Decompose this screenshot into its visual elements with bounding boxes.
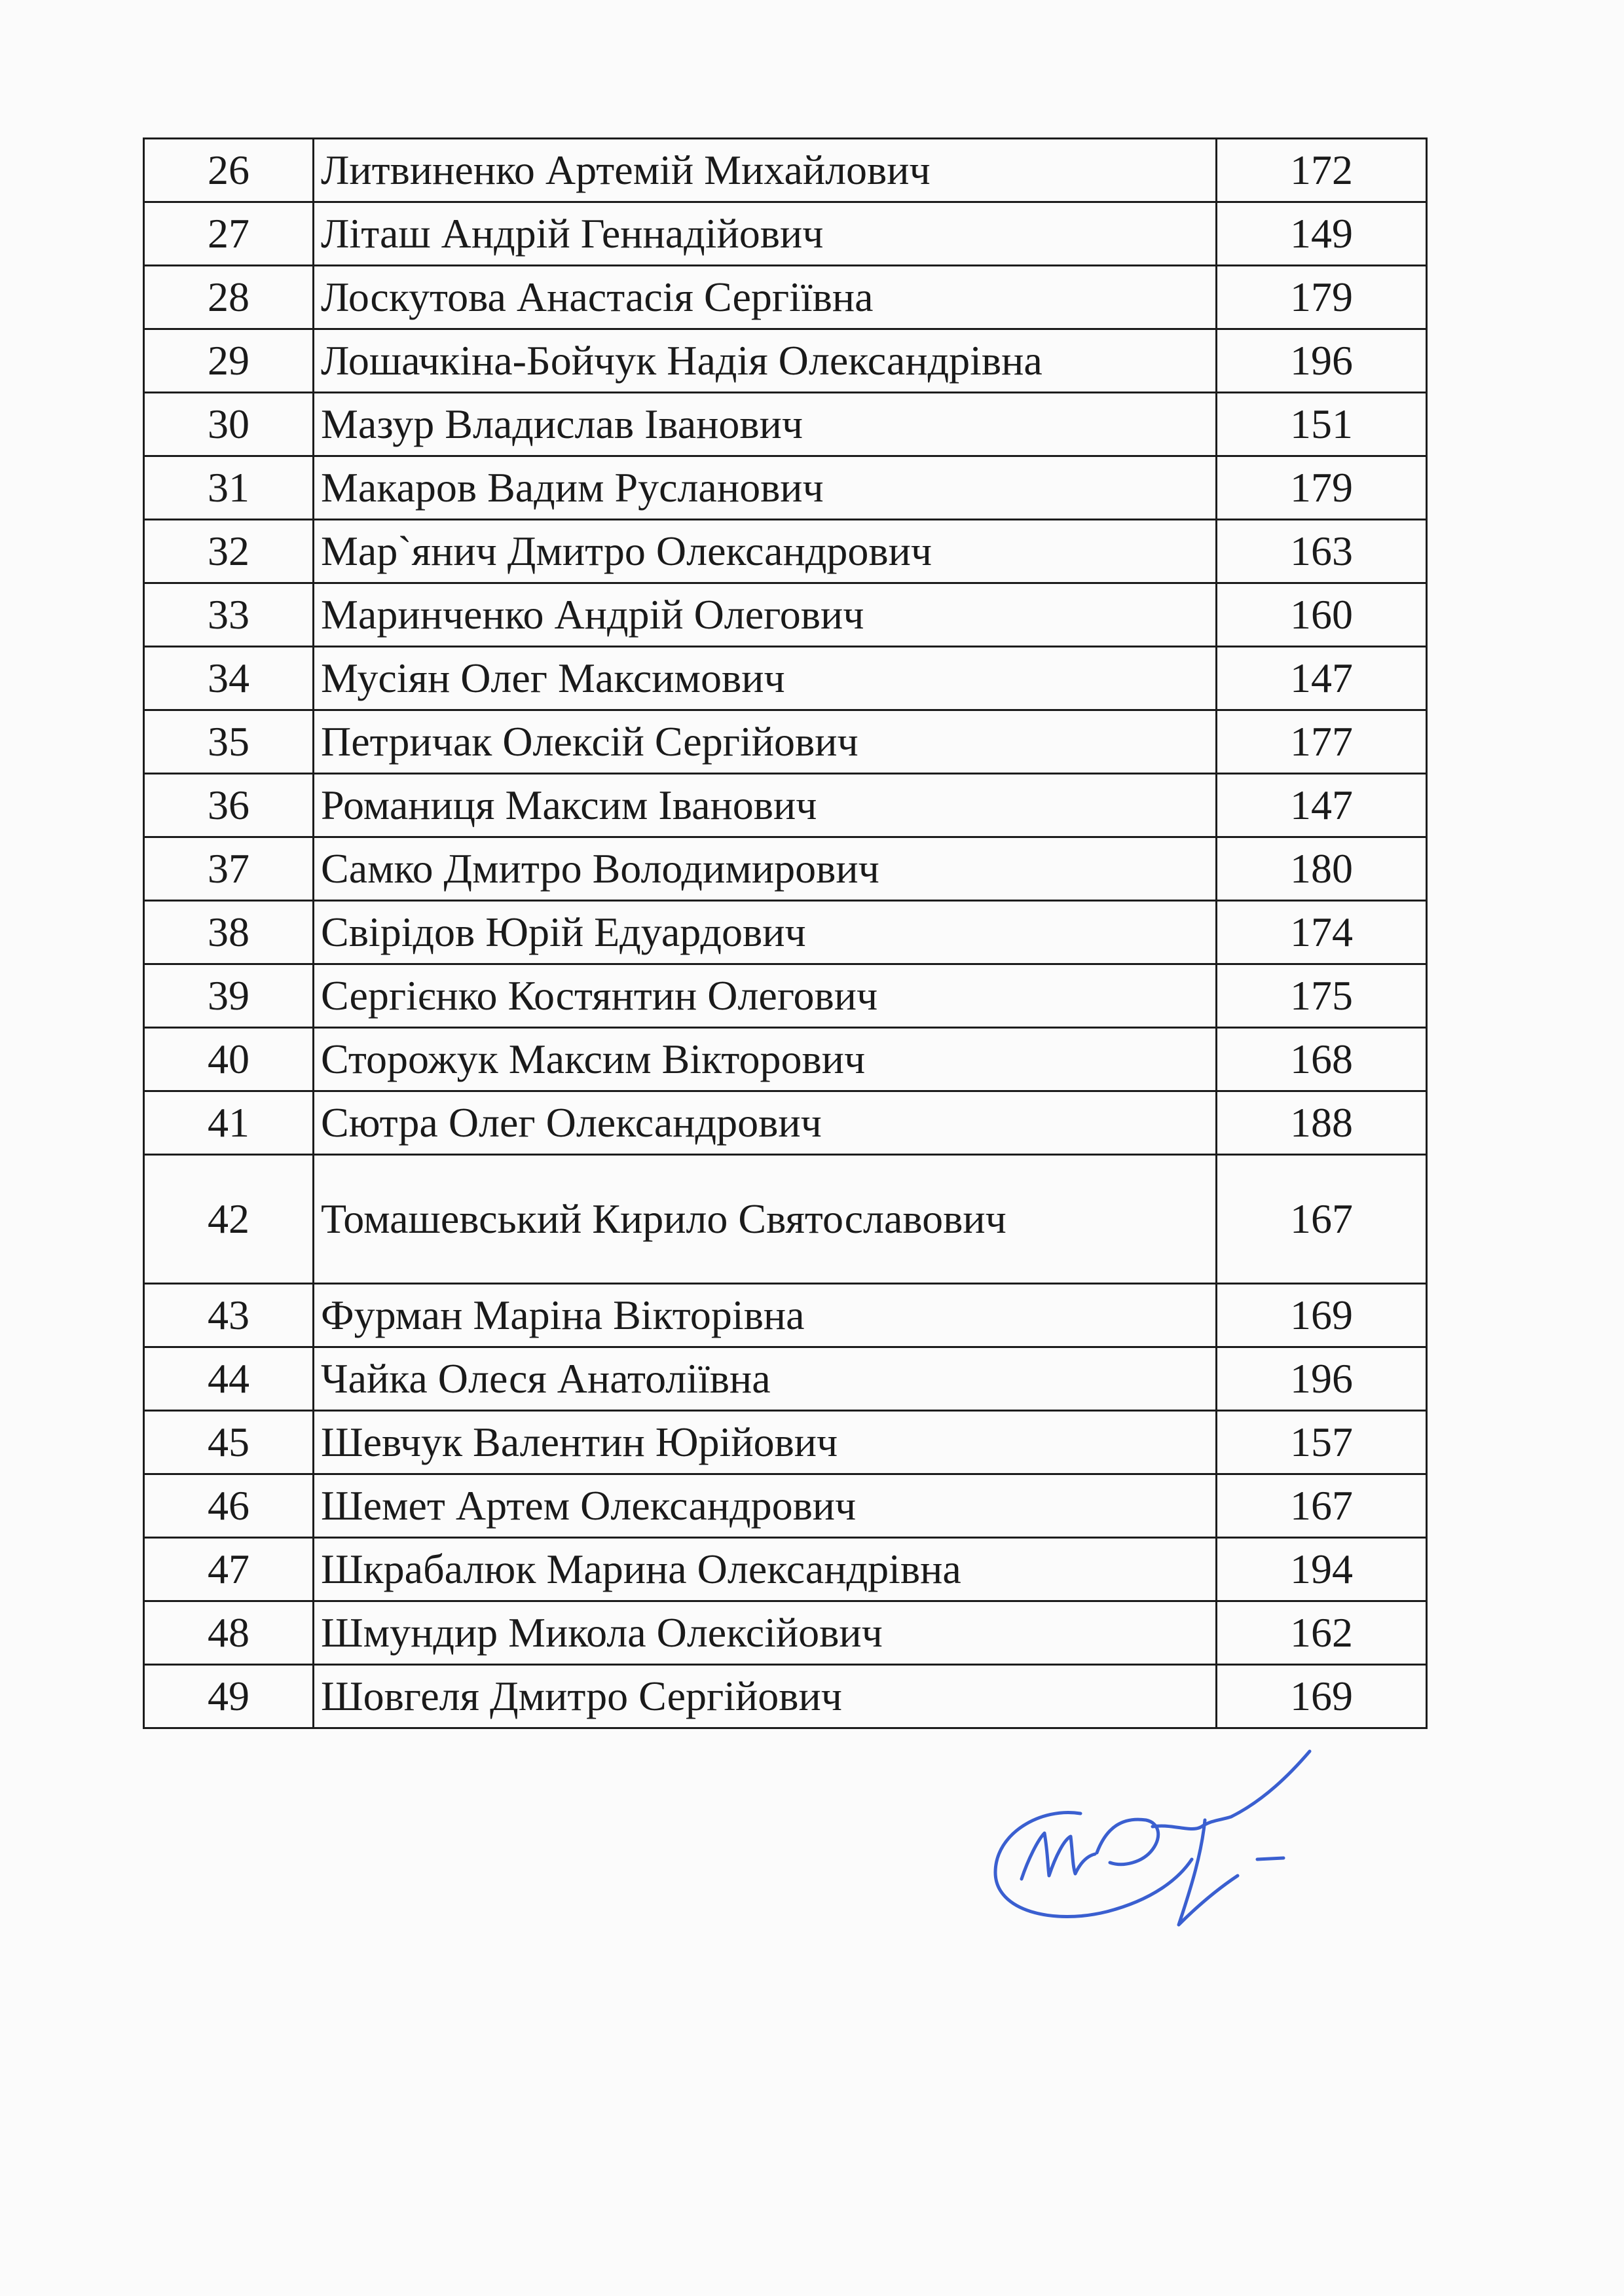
score-value: 196: [1217, 329, 1427, 393]
handwritten-signature: [982, 1728, 1323, 1938]
person-name: Сторожук Максим Вікторович: [314, 1028, 1217, 1091]
table-row: [144, 1028, 1427, 1091]
table-row: [144, 1474, 1427, 1538]
score-value: 169: [1217, 1665, 1427, 1728]
person-name: Сергієнко Костянтин Олегович: [314, 964, 1217, 1028]
row-number: 46: [144, 1474, 314, 1538]
row-number: 28: [144, 266, 314, 329]
row-number: 40: [144, 1028, 314, 1091]
score-value: 179: [1217, 266, 1427, 329]
person-name: Чайка Олеся Анатоліївна: [314, 1347, 1217, 1411]
table-row: [144, 901, 1427, 964]
score-value: 147: [1217, 647, 1427, 710]
table-row: [144, 266, 1427, 329]
score-value: 177: [1217, 710, 1427, 774]
person-name: Самко Дмитро Володимирович: [314, 837, 1217, 901]
score-value: 147: [1217, 774, 1427, 837]
score-value: 179: [1217, 456, 1427, 520]
person-name: Шовгеля Дмитро Сергійович: [314, 1665, 1217, 1728]
score-value: 172: [1217, 139, 1427, 202]
row-number: 42: [144, 1155, 314, 1284]
person-name: Петричак Олексій Сергійович: [314, 710, 1217, 774]
score-value: 157: [1217, 1411, 1427, 1474]
score-value: 196: [1217, 1347, 1427, 1411]
score-value: 160: [1217, 583, 1427, 647]
score-value: 168: [1217, 1028, 1427, 1091]
row-number: 44: [144, 1347, 314, 1411]
person-name: Маринченко Андрій Олегович: [314, 583, 1217, 647]
table-row: [144, 1601, 1427, 1665]
person-name: Литвиненко Артемій Михайлович: [314, 139, 1217, 202]
score-value: 169: [1217, 1284, 1427, 1347]
signature-loop: [995, 1812, 1192, 1916]
table-row: [144, 774, 1427, 837]
person-name: Свірідов Юрій Едуардович: [314, 901, 1217, 964]
score-value: 180: [1217, 837, 1427, 901]
table-row: [144, 837, 1427, 901]
signature-tail: [1153, 1751, 1310, 1829]
table-row: [144, 1091, 1427, 1155]
score-value: 175: [1217, 964, 1427, 1028]
score-value: 167: [1217, 1155, 1427, 1284]
score-value: 188: [1217, 1091, 1427, 1155]
table-row: [144, 520, 1427, 583]
row-number: 38: [144, 901, 314, 964]
score-value: 194: [1217, 1538, 1427, 1601]
signature-initials: [1022, 1833, 1095, 1879]
row-number: 41: [144, 1091, 314, 1155]
person-name: Фурман Маріна Вікторівна: [314, 1284, 1217, 1347]
score-value: 149: [1217, 202, 1427, 266]
person-name: Лоскутова Анастасія Сергіївна: [314, 266, 1217, 329]
table-row: [144, 393, 1427, 456]
score-value: 167: [1217, 1474, 1427, 1538]
row-number: 26: [144, 139, 314, 202]
row-number: 45: [144, 1411, 314, 1474]
person-name: Сютра Олег Олександрович: [314, 1091, 1217, 1155]
row-number: 32: [144, 520, 314, 583]
row-number: 33: [144, 583, 314, 647]
score-value: 163: [1217, 520, 1427, 583]
person-name: Романиця Максим Іванович: [314, 774, 1217, 837]
person-name: Мар`янич Дмитро Олександрович: [314, 520, 1217, 583]
table-row: [144, 456, 1427, 520]
person-name: Шемет Артем Олександрович: [314, 1474, 1217, 1538]
table-row: [144, 1665, 1427, 1728]
row-number: 39: [144, 964, 314, 1028]
row-number: 29: [144, 329, 314, 393]
row-number: 37: [144, 837, 314, 901]
row-number: 36: [144, 774, 314, 837]
table-row: [144, 583, 1427, 647]
row-number: 47: [144, 1538, 314, 1601]
table-row: [144, 1538, 1427, 1601]
signature-dash: [1257, 1858, 1283, 1859]
person-name: Шмундир Микола Олексійович: [314, 1601, 1217, 1665]
person-name: Шкрабалюк Марина Олександрівна: [314, 1538, 1217, 1601]
table-row: [144, 1411, 1427, 1474]
person-name: Томашевський Кирило Святославович: [314, 1155, 1217, 1284]
table-row: [144, 1155, 1427, 1284]
person-name: Мазур Владислав Іванович: [314, 393, 1217, 456]
table-row: [144, 139, 1427, 202]
table-row: [144, 329, 1427, 393]
row-number: 48: [144, 1601, 314, 1665]
row-number: 30: [144, 393, 314, 456]
score-value: 174: [1217, 901, 1427, 964]
row-number: 34: [144, 647, 314, 710]
results-table-body: [144, 139, 1427, 1728]
row-number: 35: [144, 710, 314, 774]
score-value: 162: [1217, 1601, 1427, 1665]
person-name: Літаш Андрій Геннадійович: [314, 202, 1217, 266]
row-number: 43: [144, 1284, 314, 1347]
results-table: [143, 137, 1428, 1729]
row-number: 31: [144, 456, 314, 520]
score-value: 151: [1217, 393, 1427, 456]
person-name: Макаров Вадим Русланович: [314, 456, 1217, 520]
table-row: [144, 202, 1427, 266]
signature-strokes: [995, 1751, 1310, 1925]
signature-flourish: [1097, 1819, 1158, 1865]
row-number: 49: [144, 1665, 314, 1728]
table-row: [144, 1284, 1427, 1347]
person-name: Мусіян Олег Максимович: [314, 647, 1217, 710]
table-row: [144, 647, 1427, 710]
person-name: Лошачкіна-Бойчук Надія Олександрівна: [314, 329, 1217, 393]
table-row: [144, 710, 1427, 774]
person-name: Шевчук Валентин Юрійович: [314, 1411, 1217, 1474]
signature-down-stroke: [1179, 1820, 1238, 1925]
row-number: 27: [144, 202, 314, 266]
table-row: [144, 964, 1427, 1028]
table-row: [144, 1347, 1427, 1411]
